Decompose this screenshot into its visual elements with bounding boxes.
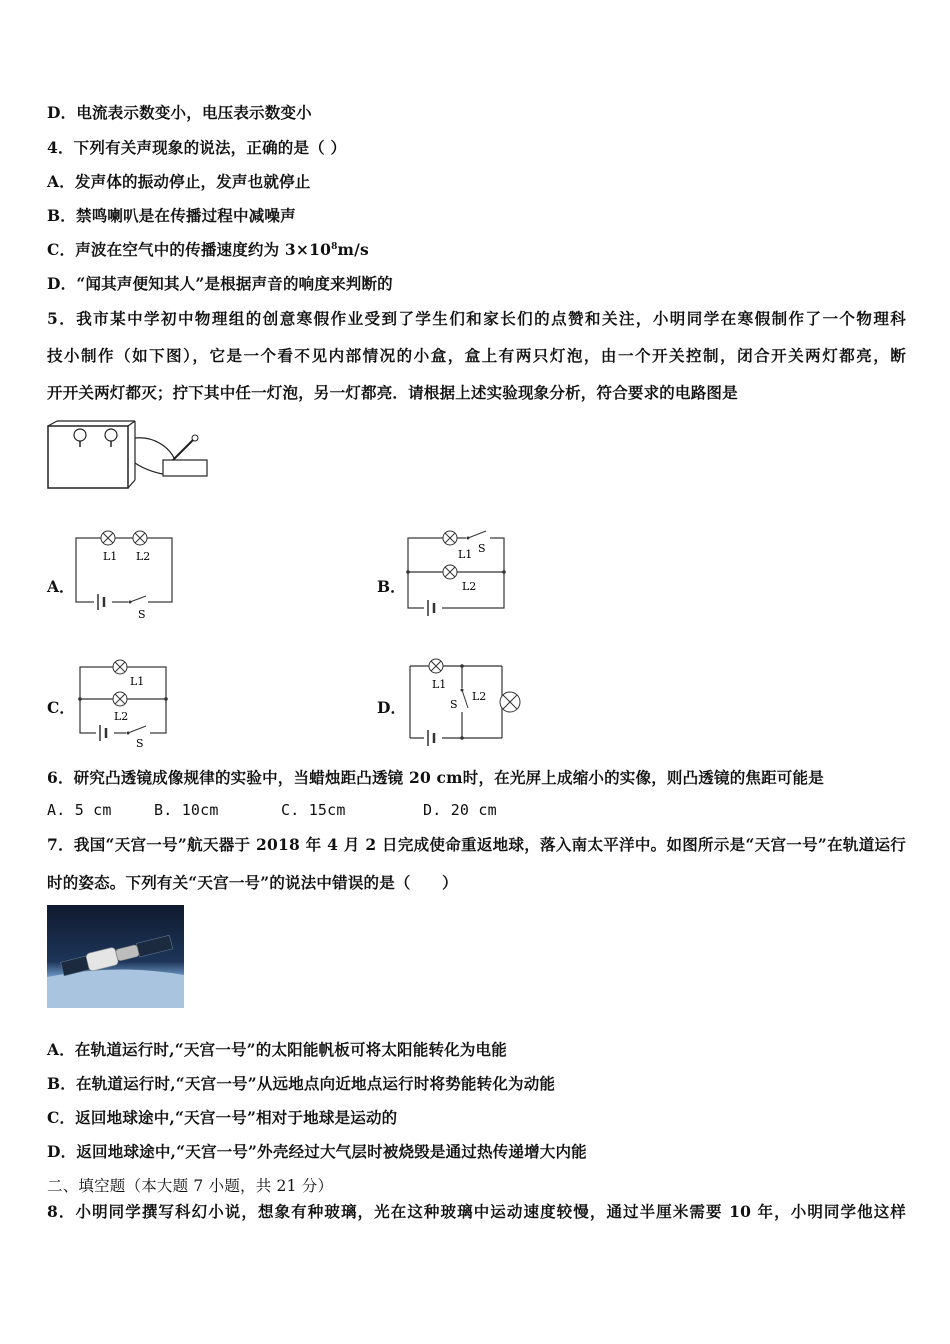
label-s: S [478, 542, 486, 555]
q6-choice-b: B. 10cm [154, 801, 219, 819]
q6-choice-c: C. 15cm [281, 801, 346, 819]
q7-stem-line1: 7．我国“天宫一号”航天器于 2018 年 4 月 2 日完成使命重返地球，落入南太平洋中。如图所示是“天宫一号”在轨道运行 [47, 835, 906, 854]
box-with-bulbs-illustration [45, 418, 215, 493]
label-l2: L2 [472, 690, 487, 703]
q6-choice-d: D. 20 cm [423, 801, 497, 819]
label-l1: L1 [458, 548, 473, 561]
q5-option-a-label: A． [47, 577, 75, 596]
label-l1: L1 [130, 675, 145, 688]
q4-option-c-unit: m/s [337, 240, 369, 259]
label-s: S [136, 737, 144, 750]
label-l1: L1 [432, 678, 447, 691]
q4-option-a: A．发声体的振动停止，发声也就停止 [47, 172, 311, 191]
bulb-icon [74, 429, 86, 441]
q4-option-c [47, 238, 369, 260]
q4-stem: 4．下列有关声现象的说法，正确的是（ ） [47, 138, 347, 157]
circuit-diagram-c [70, 655, 180, 750]
q5-stem-line2: 技小制作（如下图），它是一个看不见内部情况的小盒，盒上有两只灯泡，由一个开关控制，闭合开关两灯都亮，断 [47, 346, 906, 365]
q7-option-d: D．返回地球途中,“天宫一号”外壳经过大气层时被烧毁是通过热传递增大内能 [47, 1142, 587, 1161]
tiangong-photo [47, 905, 184, 1008]
q7-stem-line2: 时的姿态。下列有关“天宫一号”的说法中错误的是（ ） [47, 873, 458, 892]
label-s: S [450, 698, 458, 711]
label-l1: L1 [103, 550, 118, 563]
label-l2: L2 [114, 710, 129, 723]
q6-choices [47, 801, 497, 819]
q5-option-d-label: D． [377, 698, 406, 717]
q4-option-d: D．“闻其声便知其人”是根据声音的响度来判断的 [47, 274, 393, 293]
q4-option-b: B．禁鸣喇叭是在传播过程中减噪声 [47, 206, 296, 225]
q5-stem-line3: 开开关两灯都灭；拧下其中任一灯泡，另一灯都亮．请根据上述实验现象分析，符合要求的电路图是 [47, 383, 738, 402]
label-l2: L2 [136, 550, 151, 563]
q4-option-c-text: C．声波在空气中的传播速度约为 3×10 [47, 240, 332, 259]
q7-option-c: C．返回地球途中,“天宫一号”相对于地球是运动的 [47, 1108, 398, 1127]
circuit-diagram-a [70, 522, 180, 622]
label-s: S [138, 608, 146, 621]
q6-choice-a: A. 5 cm [47, 801, 112, 819]
bulb-icon [105, 429, 117, 441]
q5-stem-line1: 5．我市某中学初中物理组的创意寒假作业受到了学生们和家长们的点赞和关注，小明同学在寒假制作了一个物理科 [47, 309, 906, 328]
q5-option-b-label: B． [377, 577, 406, 596]
q3-option-d: D．电流表示数变小，电压表示数变小 [47, 103, 312, 122]
q5-option-c-label: C． [47, 698, 75, 717]
circuit-diagram-b [402, 522, 512, 622]
circuit-diagram-d [402, 652, 527, 752]
q7-option-b: B．在轨道运行时,“天宫一号”从远地点向近地点运行时将势能转化为动能 [47, 1074, 556, 1093]
q6-stem: 6．研究凸透镜成像规律的实验中，当蜡烛距凸透镜 20 cm时，在光屏上成缩小的实像，则凸透镜的焦距可能是 [47, 768, 824, 787]
label-l2: L2 [462, 580, 477, 593]
section-2-heading: 二、填空题（本大题 7 小题，共 21 分） [47, 1177, 334, 1195]
q8-stem: 8．小明同学撰写科幻小说，想象有种玻璃，光在这种玻璃中运动速度较慢，通过半厘米需要 10 年，小明同学他这样 [47, 1202, 906, 1221]
q7-option-a: A．在轨道运行时,“天宫一号”的太阳能帆板可将太阳能转化为电能 [47, 1040, 507, 1059]
q4-option-c-exponent: 8 [331, 241, 338, 252]
